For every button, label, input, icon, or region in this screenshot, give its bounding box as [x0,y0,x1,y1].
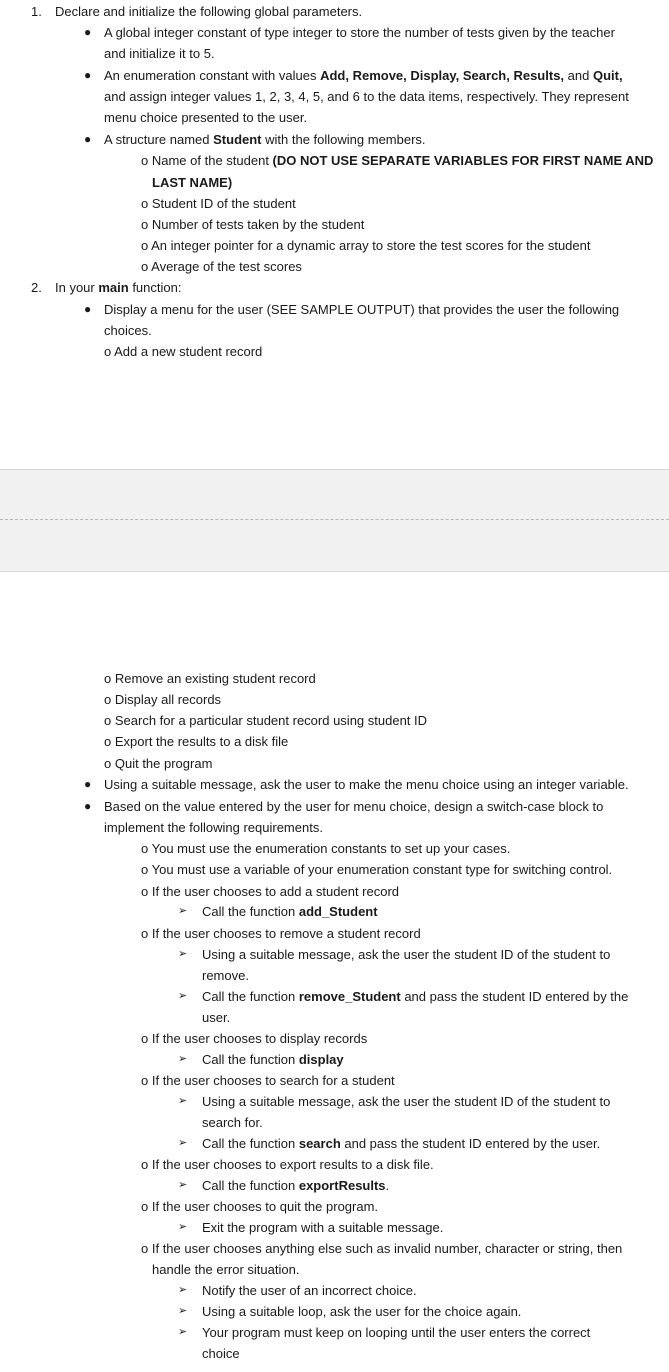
item1-bullet1-line1: A global integer constant of type integer to store the number of tests given by the teacher [104,25,615,40]
req-invalid-line2: handle the error situation. [152,1262,300,1277]
req-remove-call-line2: user. [202,1010,231,1025]
item2-intro: In your main function: [55,280,182,295]
menu-choice-search: o Search for a particular student record using student ID [104,713,428,728]
req-add: o If the user chooses to add a student record [141,884,400,899]
arrow-bullet-icon: ➢ [178,1284,188,1296]
menu-choice-add: o Add a new student record [104,344,263,359]
bullet-icon: ● [84,68,92,82]
bullet-icon: ● [84,25,92,39]
arrow-bullet-icon: ➢ [178,1179,188,1191]
arrow-bullet-icon: ➢ [178,990,188,1002]
req-remove-call-line1: Call the function remove_Student and pass the student ID entered by the [202,989,629,1004]
menu-choice-quit: o Quit the program [104,756,213,771]
arrow-bullet-icon: ➢ [178,1137,188,1149]
list-number-2: 2. [31,280,42,295]
req-remove-ask-line1: Using a suitable message, ask the user the student ID of the student to [202,947,611,962]
struct-member-pointer: o An integer pointer for a dynamic array to store the test scores for the student [141,238,591,253]
menu-choice-remove: o Remove an existing student record [104,671,316,686]
list-number-1: 1. [31,4,42,19]
item1-bullet3: A structure named Student with the following members. [104,132,426,147]
req-export: o If the user chooses to export results to a disk file. [141,1157,434,1172]
req-export-call: Call the function exportResults. [202,1178,390,1193]
req-invalid-line1: o If the user chooses anything else such as invalid number, character or string, then [141,1241,623,1256]
arrow-bullet-icon: ➢ [178,1326,188,1338]
req-search-ask-line2: search for. [202,1115,263,1130]
req-invalid-keep-looping-line1: Your program must keep on looping until the user enters the correct [202,1325,591,1340]
req-remove-ask-line2: remove. [202,968,249,983]
page-break-divider [0,519,669,520]
bullet-icon: ● [84,132,92,146]
bullet-icon: ● [84,777,92,791]
req-quit: o If the user chooses to quit the program. [141,1199,379,1214]
req-display: o If the user chooses to display records [141,1031,368,1046]
struct-member-numtests: o Number of tests taken by the student [141,217,365,232]
arrow-bullet-icon: ➢ [178,1053,188,1065]
arrow-bullet-icon: ➢ [178,1221,188,1233]
struct-member-name: o Name of the student (DO NOT USE SEPARATE VARIABLES FOR FIRST NAME AND [141,153,654,168]
arrow-bullet-icon: ➢ [178,1095,188,1107]
req-remove: o If the user chooses to remove a student record [141,926,421,941]
req-invalid-notify: Notify the user of an incorrect choice. [202,1283,417,1298]
bullet-icon: ● [84,799,92,813]
struct-member-average: o Average of the test scores [141,259,302,274]
item2-bullet1-line1: Display a menu for the user (SEE SAMPLE OUTPUT) that provides the user the following [104,302,620,317]
req-display-call: Call the function display [202,1052,344,1067]
item1-bullet1-line2: and initialize it to 5. [104,46,215,61]
req-search: o If the user chooses to search for a student [141,1073,395,1088]
item2-bullet2: Using a suitable message, ask the user to make the menu choice using an integer variable. [104,777,629,792]
bullet-icon: ● [84,302,92,316]
req-enum-switch: o You must use a variable of your enumeration constant type for switching control. [141,862,613,877]
req-enum-cases: o You must use the enumeration constants to set up your cases. [141,841,511,856]
menu-choice-export: o Export the results to a disk file [104,734,289,749]
item1-bullet2-line3: menu choice presented to the user. [104,110,308,125]
item2-bullet3-line2: implement the following requirements. [104,820,323,835]
arrow-bullet-icon: ➢ [178,905,188,917]
page-break-band [0,469,669,572]
item1-bullet2-line1: An enumeration constant with values Add, Remove, Display, Search, Results, and Quit, [104,68,623,83]
item1-intro: Declare and initialize the following global parameters. [55,4,363,19]
req-quit-exit: Exit the program with a suitable message. [202,1220,444,1235]
req-invalid-keep-looping-line2: choice [202,1346,240,1361]
req-add-call: Call the function add_Student [202,904,378,919]
item2-bullet3-line1: Based on the value entered by the user for menu choice, design a switch-case block to [104,799,604,814]
arrow-bullet-icon: ➢ [178,948,188,960]
item1-bullet2-line2: and assign integer values 1, 2, 3, 4, 5, and 6 to the data items, respectively. They represent [104,89,629,104]
req-search-ask-line1: Using a suitable message, ask the user the student ID of the student to [202,1094,611,1109]
item2-bullet1-line2: choices. [104,323,152,338]
struct-member-name-cont: LAST NAME) [152,175,233,190]
req-invalid-loop: Using a suitable loop, ask the user for the choice again. [202,1304,522,1319]
struct-member-id: o Student ID of the student [141,196,296,211]
menu-choice-display: o Display all records [104,692,222,707]
arrow-bullet-icon: ➢ [178,1305,188,1317]
req-search-call: Call the function search and pass the student ID entered by the user. [202,1136,601,1151]
